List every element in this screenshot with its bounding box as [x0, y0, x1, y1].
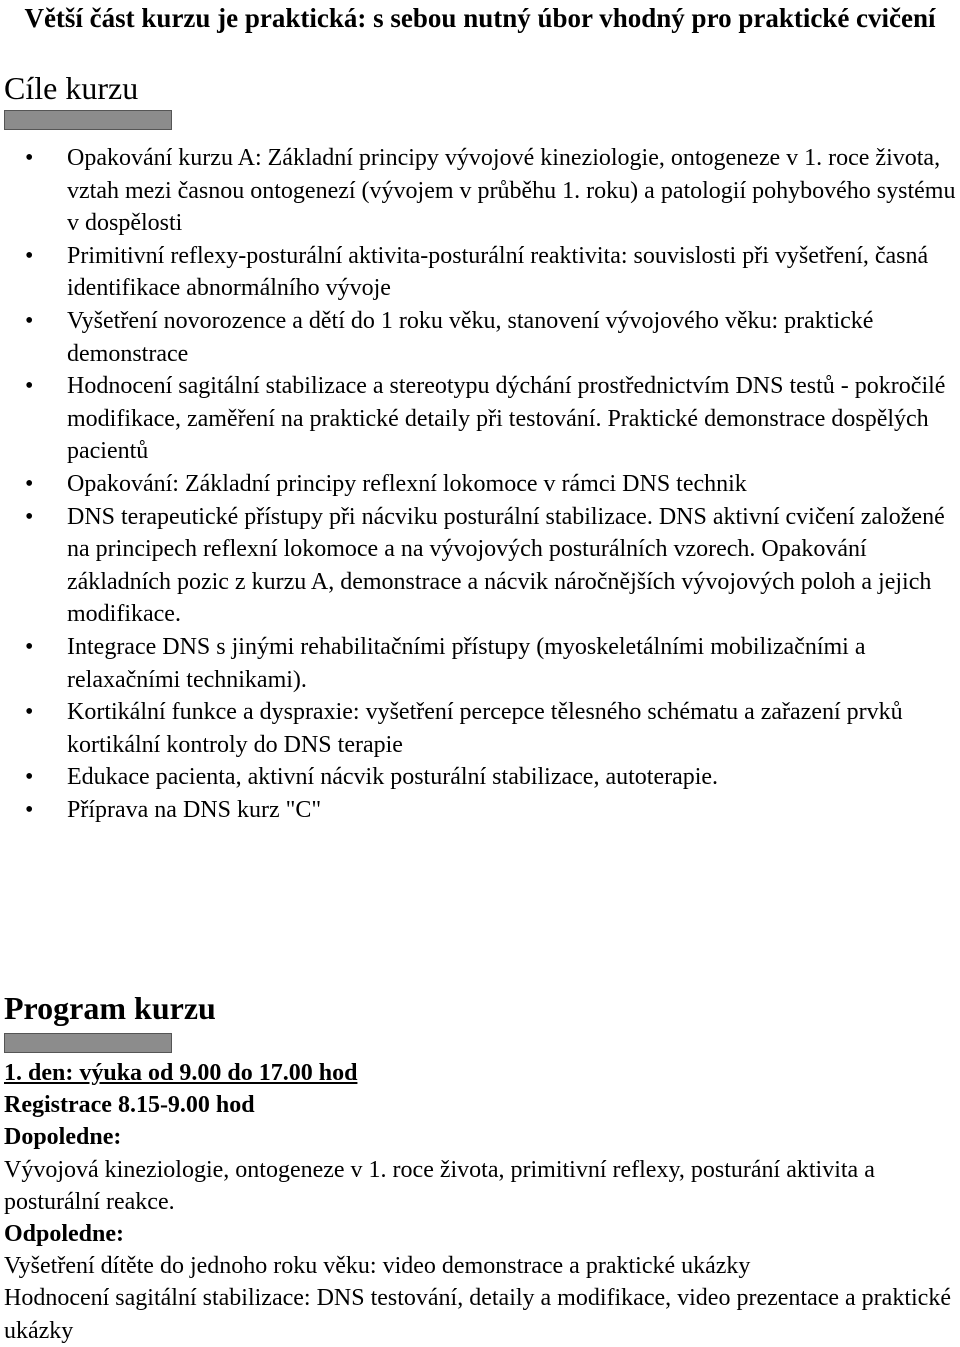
afternoon-label: Odpoledne:	[4, 1221, 125, 1248]
goal-item-text: Příprava na DNS kurz "C"	[67, 796, 322, 823]
goal-item-text: Edukace pacienta, aktivní nácvik posturální stabilizace, autoterapie.	[67, 764, 719, 791]
bullet-icon: •	[25, 764, 34, 791]
goal-item	[0, 794, 960, 827]
goal-item	[0, 761, 960, 794]
bullet-icon: •	[25, 470, 34, 497]
goal-item	[0, 370, 960, 468]
goal-item-text: DNS terapeutické přístupy při nácviku posturální stabilizace. DNS aktivní cvičení založené na principech reflexní lokomoce a na vývojových posturálních vzorech. Opakování základních pozic z kurzu A, demonstrace a nácvik náročnějších vývojových poloh a jejich modifikace.	[67, 503, 945, 628]
afternoon-line: Hodnocení sagitální stabilizace: DNS testování, detaily a modifikace, video prezentace a praktické ukázky	[4, 1285, 951, 1344]
goal-item	[0, 501, 960, 631]
bullet-icon: •	[25, 145, 34, 171]
program-heading: Program kurzu	[4, 990, 216, 1026]
goal-item	[0, 468, 960, 501]
bullet-icon: •	[25, 633, 34, 660]
goal-item-text: Opakování: Základní principy reflexní lokomoce v rámci DNS technik	[67, 470, 747, 497]
bullet-icon: •	[25, 307, 34, 334]
goal-item	[0, 696, 960, 761]
program-day: 1. den: výuka od 9.00 do 17.00 hod	[4, 1060, 358, 1086]
goal-item	[0, 631, 960, 696]
program-heading-rule	[4, 1033, 172, 1053]
program-registration: Registrace 8.15-9.00 hod	[4, 1092, 255, 1119]
bullet-icon: •	[25, 699, 34, 726]
morning-label: Dopoledne:	[4, 1124, 122, 1151]
goal-item-text: Primitivní reflexy-posturální aktivita-posturální reaktivita: souvislosti při vyšetření, časná identifikace abnormálního vývoje	[67, 242, 929, 302]
goals-heading-rule	[4, 110, 172, 130]
goal-item	[0, 305, 960, 370]
bullet-icon: •	[25, 796, 34, 823]
goal-item-text: Kortikální funkce a dyspraxie: vyšetření percepce tělesného schématu a zařazení prvků kortikální kontroly do DNS terapie	[67, 699, 903, 758]
goal-item-text: Opakování kurzu A: Základní principy vývojové kineziologie, ontogeneze v 1. roce života, vztah mezi časnou ontogenezí (vývojem v průběhu 1. roku) a patologií pohybového systému v dospělosti	[67, 145, 956, 237]
goals-list	[0, 142, 960, 826]
bullet-icon: •	[25, 242, 34, 269]
bullet-icon: •	[25, 373, 34, 400]
goal-item-text: Integrace DNS s jinými rehabilitačními přístupy (myoskeletálními mobilizačními a relaxačními technikami).	[67, 633, 866, 693]
intro-title: Větší část kurzu je praktická: s sebou nutný úbor vhodný pro praktické cvičení	[24, 3, 936, 33]
program-body	[4, 1057, 954, 1347]
goal-item	[0, 240, 960, 305]
goal-item	[0, 142, 960, 240]
goals-heading: Cíle kurzu	[4, 70, 139, 106]
bullet-icon: •	[25, 503, 34, 530]
morning-text: Vývojová kineziologie, ontogeneze v 1. roce života, primitivní reflexy, posturání aktivita a posturální reakce.	[4, 1156, 875, 1215]
goal-item-text: Hodnocení sagitální stabilizace a stereotypu dýchání prostřednictvím DNS testů - pokročilé modifikace, zaměření na praktické detaily při testování. Praktické demonstrace dospělých pacientů	[67, 373, 946, 465]
goal-item-text: Vyšetření novorozence a dětí do 1 roku věku, stanovení vývojového věku: praktické demonstrace	[67, 307, 874, 367]
afternoon-line: Vyšetření dítěte do jednoho roku věku: video demonstrace a praktické ukázky	[4, 1253, 751, 1280]
